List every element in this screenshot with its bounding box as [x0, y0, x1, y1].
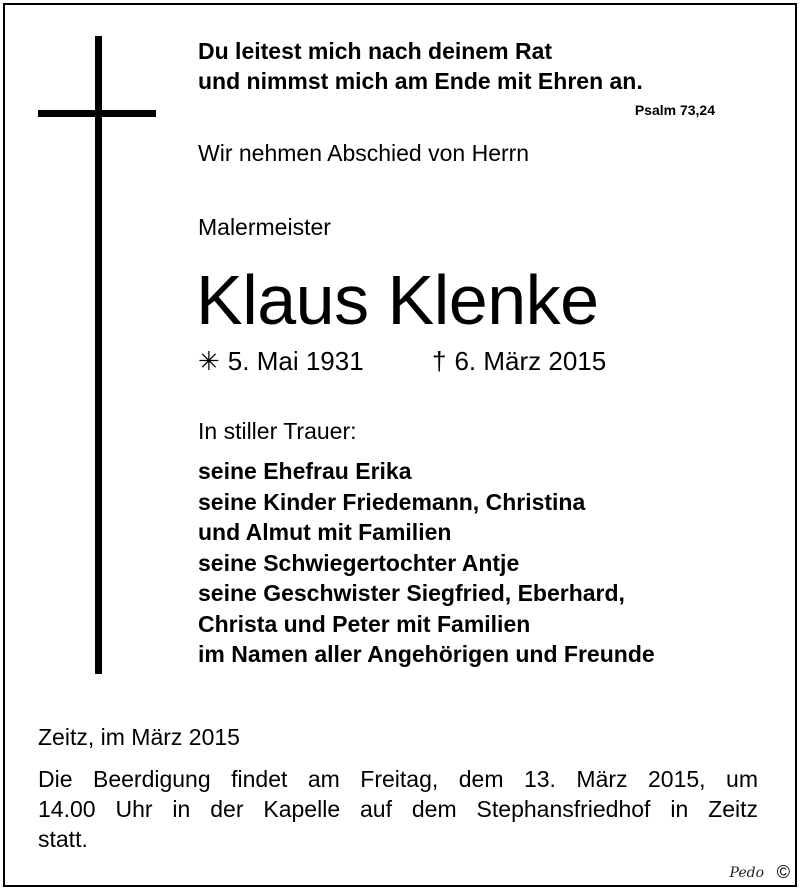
list-item: im Namen aller Angehörigen und Freunde	[198, 641, 655, 667]
birth-star-icon: ✳	[198, 346, 220, 376]
quote-line-1: Du leitest mich nach deinem Rat	[198, 38, 553, 64]
place-date: Zeitz, im März 2015	[38, 724, 240, 750]
birth-date-line	[198, 346, 364, 377]
bible-quote	[198, 36, 643, 96]
list-item: Christa und Peter mit Familien	[198, 610, 531, 637]
list-item: und Almut mit Familien	[198, 519, 452, 545]
death-date-line	[432, 346, 606, 377]
funeral-line-2: 14.00 Uhr in der Kapelle auf dem Stephansfriedhof in Zeitz	[38, 796, 758, 822]
list-item: seine Kinder Friedemann, Christina	[198, 488, 586, 515]
funeral-info	[38, 764, 758, 854]
cross-icon-horizontal	[38, 110, 156, 117]
birth-date: 5. Mai 1931	[227, 346, 364, 376]
deceased-name: Klaus Klenke	[196, 261, 599, 339]
mourning-label: In stiller Trauer:	[198, 418, 357, 444]
death-date: 6. März 2015	[454, 346, 607, 376]
list-item: seine Geschwister Siegfried, Eberhard,	[198, 580, 625, 606]
death-cross-icon: †	[432, 346, 447, 376]
quote-reference: Psalm 73,24	[634, 102, 715, 118]
cross-icon-vertical	[95, 36, 102, 674]
notice-border	[3, 3, 797, 887]
designer-signature: Pedo	[729, 865, 764, 881]
funeral-line-3: statt.	[38, 826, 88, 852]
list-item: seine Schwiegertochter Antje	[198, 549, 520, 576]
quote-line-2: und nimmst mich am Ende mit Ehren an.	[198, 68, 643, 94]
profession: Malermeister	[198, 214, 331, 240]
mourners-list	[198, 456, 655, 670]
funeral-line-1: Die Beerdigung findet am Freitag, dem 13. März 2015, um	[38, 766, 758, 792]
copyright-icon: ©	[776, 862, 790, 882]
list-item: seine Ehefrau Erika	[198, 458, 412, 484]
intro-text: Wir nehmen Abschied von Herrn	[198, 140, 530, 166]
